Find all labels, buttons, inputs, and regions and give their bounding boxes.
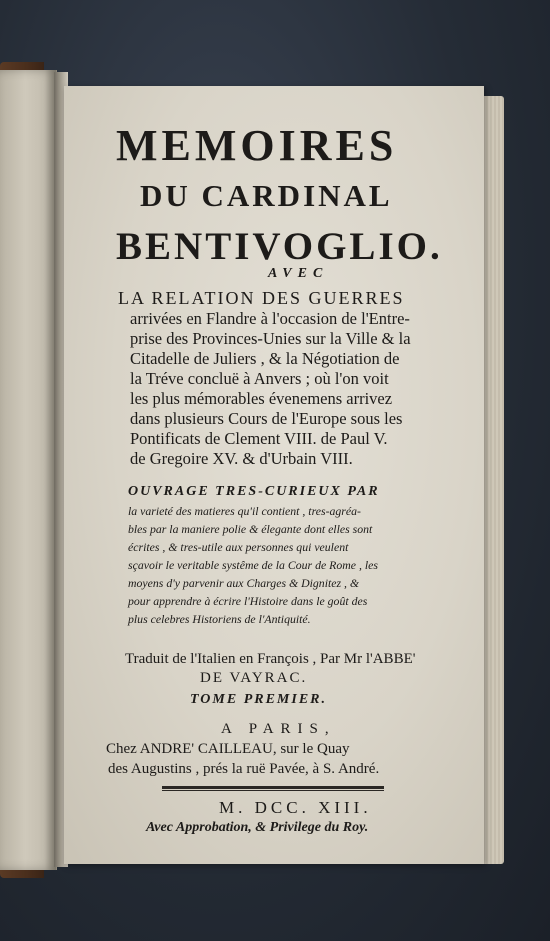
- relation-heading: LA RELATION DES GUERRES: [118, 288, 405, 308]
- ouvrage-line: plus celebres Historiens de l'Antiquité.: [128, 612, 311, 626]
- place-label: A PARIS,: [221, 721, 336, 737]
- publisher-line-1: Chez ANDRE' CAILLEAU, sur le Quay: [106, 741, 350, 757]
- title-line-3: BENTIVOGLIO.: [116, 225, 443, 268]
- body-line: la Tréve concluë à Anvers ; où l'on voit: [130, 369, 389, 388]
- ouvrage-line: sçavoir le veritable systême de la Cour de Rome , les: [128, 558, 378, 572]
- body-line: Pontificats de Clement VIII. de Paul V.: [130, 429, 388, 448]
- body-line: de Gregoire XV. & d'Urbain VIII.: [130, 449, 353, 468]
- body-line: les plus mémorables évenemens arrivez: [130, 389, 393, 408]
- ouvrage-line: la varieté des matieres qu'il contient , tres-agréa-: [128, 504, 361, 518]
- ouvrage-line: moyens d'y parvenir aux Charges & Dignitez , &: [128, 576, 360, 590]
- publisher-line-2: des Augustins , prés la ruë Pavée, à S. André.: [108, 761, 380, 777]
- body-line: prise des Provinces-Unies sur la Ville & la: [130, 329, 411, 348]
- title-line-2: DU CARDINAL: [140, 178, 393, 213]
- ouvrage-line: bles par la maniere polie & élegante dont elles sont: [128, 522, 373, 536]
- ouvrage-heading: OUVRAGE TRES-CURIEUX PAR: [128, 484, 380, 499]
- left-page-block: [0, 70, 57, 870]
- volume-label: TOME PREMIER.: [190, 692, 327, 707]
- body-line: Citadelle de Juliers , & la Négotiation de: [130, 349, 400, 368]
- translator-line: Traduit de l'Italien en François , Par Mr l'ABBE': [125, 651, 416, 667]
- approbation-line: Avec Approbation, & Privilege du Roy.: [146, 820, 369, 835]
- title-line-1: MEMOIRES: [116, 121, 398, 170]
- body-line: dans plusieurs Cours de l'Europe sous les: [130, 409, 403, 428]
- divider-rule: [162, 786, 384, 789]
- body-line: arrivées en Flandre à l'occasion de l'Entre-: [130, 309, 410, 328]
- avec-label: AVEC: [268, 266, 329, 281]
- ouvrage-line: écrites , & tres-utile aux personnes qui veulent: [128, 540, 349, 554]
- ouvrage-line: pour apprendre à écrire l'Histoire dans le goût des: [128, 594, 368, 608]
- divider-rule-thin: [162, 790, 384, 791]
- translator-name: DE VAYRAC.: [200, 670, 308, 686]
- imprint-date: M. DCC. XIII.: [219, 798, 372, 817]
